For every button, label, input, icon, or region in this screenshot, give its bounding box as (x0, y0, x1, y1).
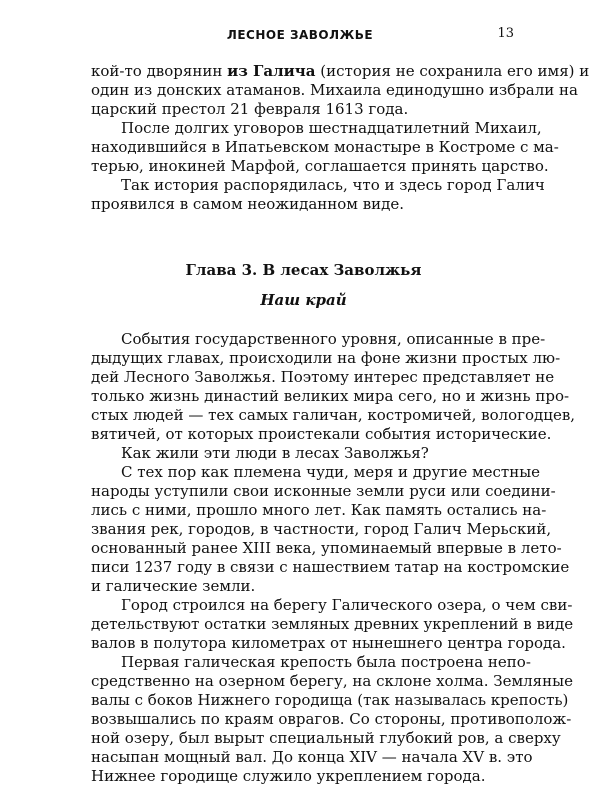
bold-place-name: из Галича (227, 62, 316, 80)
paragraph-4: Город строился на берегу Галического озера, о чем сви- детельствуют остатки земляных древних укреплений в виде валов в полутора километрах от нынешнего центра города. (91, 596, 574, 652)
chapter-title: Глава 3. В лесах Заволжья (185, 261, 422, 279)
intro-line-6: терью, инокиней Марфой, соглашается принять царство. (91, 157, 549, 175)
intro-line-1: кой-то дворянин из Галича (история не сохранила его имя) и (91, 62, 590, 80)
chapter-subtitle: Наш край (260, 291, 347, 309)
intro-line-5: находившийся в Ипатьевском монастыре в Костроме с ма- (91, 138, 559, 156)
intro-line-2: один из донских атаманов. Михаила единодушно избрали на (91, 81, 578, 99)
paragraph-1: События государственного уровня, описанные в пре- дыдущих главах, происходили на фоне жизни простых лю- дей Лесного Заволжья. Поэтому интерес представляет не только жизнь династий великих мира сего, но и жизнь про- стых людей — тех самых галичан, костромичей, вологодцев, вятичей, от которых проистекали события исторические. (91, 330, 576, 443)
intro-line-4: После долгих уговоров шестнадцатилетний Михаил, (121, 119, 542, 137)
running-title: ЛЕСНОЕ ЗАВОЛЖЬЕ (226, 28, 374, 42)
paragraph-3: С тех пор как племена чуди, меря и другие местные народы уступили свои исконные земли руси или соедини- лись с ними, прошло много лет. Как память остались на- звания рек, городов, в частности, город Галич Мерьский, основанный ранее XIII века, упоминаемый впервые в лето- писи 1237 году в связи с нашествием татар на костромские и галические земли. (91, 463, 570, 595)
intro-line-8: проявился в самом неожиданном виде. (91, 195, 405, 213)
paragraph-5: Первая галическая крепость была построена непо- средственно на озерном берегу, на склоне холма. Земляные валы с боков Нижнего городища (так называлась крепость) возвышались по краям оврагов. Со стороны, противополож- ной озеру, был вырыт специальный глубокий ров, а сверху насыпан мощный вал. До конца XIV — начала XV в. это Нижнее городище служило укреплением города. (91, 653, 573, 785)
intro-line-7: Так история распорядилась, что и здесь город Галич (121, 176, 545, 194)
intro-line-3: царский престол 21 февраля 1613 года. (91, 100, 409, 118)
paragraph-2: Как жили эти люди в лесах Заволжья? (121, 444, 429, 462)
page-body (91, 62, 590, 786)
page-number: 13 (497, 26, 514, 41)
